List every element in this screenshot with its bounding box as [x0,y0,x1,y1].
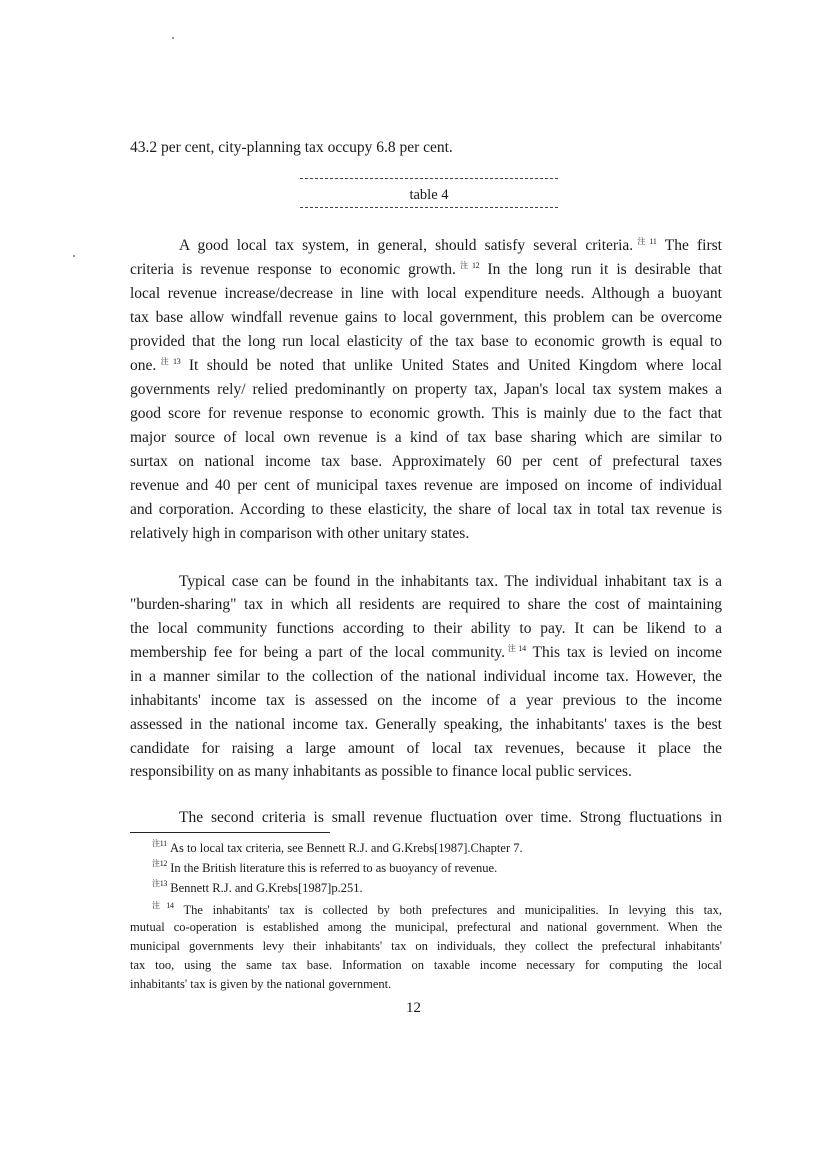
text-run: A good local tax system, in general, should satisfy several criteria. [179,237,634,254]
para2-line3: the local community functions according to their ability to pay. It can be likend to a [130,620,722,637]
para2-line6: inhabitants' income tax is assessed on the income of a year previous to the income [130,692,722,709]
para2-line2: "burden-sharing" tax in which all residents are required to share the cost of maintaining [130,596,722,613]
para1-line4: tax base allow windfall revenue gains to local government, this problem can be overcome [130,309,722,326]
para1-line3: local revenue increase/decrease in line with local expenditure needs. Although a buoyant [130,285,722,302]
footnote-marker: 注12 [455,261,480,270]
footnote-14-line2: mutual co-operation is established among the municipal, prefectural and national government. When the [130,920,722,934]
para1-line1 [179,238,722,254]
footnote-13 [152,880,363,895]
para1-line10: surtax on national income tax base. Approximately 60 per cent of prefectural taxes [130,453,722,470]
para2-line5: in a manner similar to the collection of the national individual income tax. However, the [130,668,722,685]
footnote-text: Bennett R.J. and G.Krebs[1987]p.251. [167,881,363,895]
footnote-14-line4: tax too, using the same tax base. Information on taxable income necessary for computing the local [130,958,722,972]
para2-line7: assessed in the national income tax. Generally speaking, the inhabitants' taxes is the best [130,716,722,733]
footnote-marker: 注11 [152,839,167,848]
footnote-text: As to local tax criteria, see Bennett R.J. and G.Krebs[1987].Chapter 7. [166,841,523,855]
table-label: table 4 [409,187,449,203]
footnote-marker: 注13 [152,879,168,888]
footnote-12 [152,860,497,875]
footnote-14-line3: municipal governments levy their inhabitants' tax on individuals, they collect the prefectural inhabitants' [130,939,722,953]
para1-line8: good score for revenue response to economic growth. This is mainly due to the fact that [130,405,722,422]
text-run: membership fee for being a part of the local community. [130,644,505,661]
footnote-marker: 注12 [152,859,168,868]
text-run: The first [656,237,722,254]
para1-line5: provided that the long run local elasticity of the tax base to economic growth is equal to [130,333,722,350]
footnote-text: The inhabitants' tax is collected by both prefectures and municipalities. In levying this tax, [173,903,722,917]
text-run: In the long run it is desirable that [479,261,722,278]
para2-line8: candidate for raising a large amount of local tax revenues, because it place the [130,740,722,757]
para1-line13: relatively high in comparison with other unitary states. [130,525,470,542]
para2-line1: Typical case can be found in the inhabitants tax. The individual inhabitant tax is a [179,573,722,590]
para1-line7: governments rely/ relied predominantly on property tax, Japan's local tax system makes a [130,381,722,398]
scan-speck [172,37,174,39]
footnote-separator [130,832,330,833]
para1-line2 [130,262,722,278]
footnote-marker: 注14 [505,644,526,653]
table-bottom-rule [300,207,558,208]
footnote-marker: 注13 [156,357,181,366]
table-top-rule [300,178,558,179]
text-run: criteria is revenue response to economic growth. [130,261,456,278]
para1-line12: and corporation. According to these elasticity, the share of local tax in total tax revenue is [130,501,722,518]
footnote-marker: 注11 [633,237,657,246]
para1-line6 [130,358,722,374]
para1-line11: revenue and 40 per cent of municipal taxes revenue are imposed on income of individual [130,477,722,494]
text-run: one. [130,357,157,374]
footnote-marker: 注14 [152,901,174,910]
top-line: 43.2 per cent, city-planning tax occupy 6.8 per cent. [130,139,453,156]
scan-speck [73,255,75,257]
footnote-14-line1 [152,902,722,917]
para1-line9: major source of local own revenue is a kind of tax base sharing which are similar to [130,429,722,446]
page-number: 12 [406,1000,421,1016]
para2-line4 [130,645,722,661]
text-run: This tax is levied on income [525,644,722,661]
para2-line9: responsibility on as many inhabitants as possible to finance local public services. [130,763,632,780]
footnote-11 [152,840,523,855]
footnote-text: In the British literature this is referred to as buoyancy of revenue. [167,861,498,875]
text-run: It should be noted that unlike United States and United Kingdom where local [180,357,722,374]
para3-line1: The second criteria is small revenue fluctuation over time. Strong fluctuations in [179,809,722,826]
footnote-14-line5: inhabitants' tax is given by the national government. [130,977,392,991]
